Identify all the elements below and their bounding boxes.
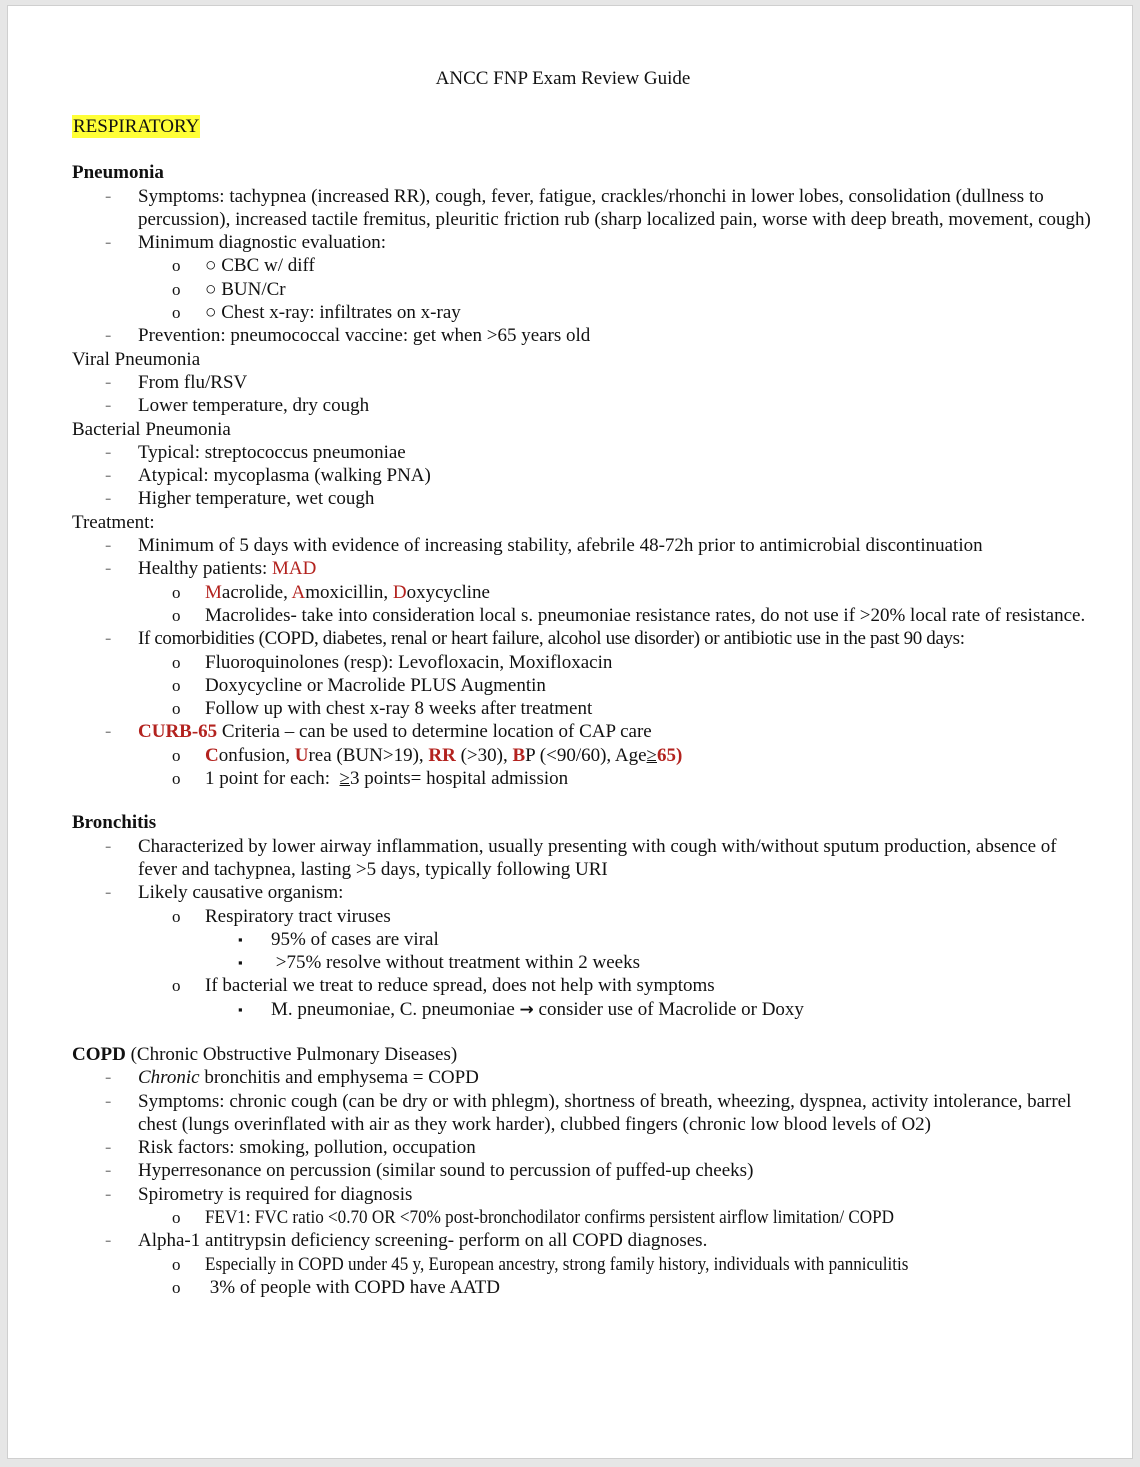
square-bullet-icon: ▪ [238, 931, 243, 947]
dash-bullet-icon: - [105, 1137, 112, 1159]
list-item: o Respiratory tract viruses [172, 905, 391, 927]
dash-bullet-icon: - [105, 1183, 112, 1205]
heading-viral-pneumonia: Viral Pneumonia [72, 348, 201, 370]
list-item: o Especially in COPD under 45 y, European ancestry, strong family history, individuals with panniculitis [172, 1253, 909, 1275]
mad-acronym: MAD [272, 558, 317, 580]
document-title: ANCC FNP Exam Review Guide [435, 68, 691, 89]
circle-bullet-icon: o [172, 1208, 181, 1228]
circle-bullet-icon: o [172, 906, 181, 926]
dash-bullet-icon: - [105, 371, 112, 393]
circle-bullet-icon: o [172, 1277, 181, 1297]
list-item: o Macrolides- take into consideration local s. pneumoniae resistance rates, do not use if >20% local rate of resistance. [172, 604, 1086, 626]
list-item: - Atypical: mycoplasma (walking PNA) [105, 465, 431, 487]
arrow-right-icon: → [519, 999, 534, 1020]
heading-copd: COPD (Chronic Obstructive Pulmonary Diseases) [72, 1043, 458, 1065]
list-item: o Macrolide, Amoxicillin, Doxycycline [172, 581, 490, 603]
heading-pneumonia: Pneumonia [72, 162, 164, 184]
circle-bullet-icon: o [172, 652, 181, 672]
dash-bullet-icon: - [105, 1067, 112, 1089]
list-item: o 1 point for each: ≥3 points= hospital admission [172, 768, 569, 790]
circle-bullet-icon: o [172, 582, 181, 602]
dash-bullet-icon: - [105, 1090, 112, 1112]
heading-bronchitis: Bronchitis [72, 812, 157, 834]
dash-bullet-icon: - [105, 325, 112, 347]
list-item: - Minimum of 5 days with evidence of increasing stability, afebrile 48-72h prior to antimicrobial discontinuation [105, 535, 983, 557]
dash-bullet-icon: - [105, 465, 112, 487]
list-item: - Minimum diagnostic evaluation: [105, 232, 387, 254]
list-item: - Likely causative organism: [105, 882, 344, 904]
curb65-label: CURB-65 [138, 721, 218, 743]
circle-bullet-icon: o [172, 303, 181, 323]
list-item: - Hyperresonance on percussion (similar sound to percussion of puffed-up cheeks) [105, 1160, 754, 1182]
dash-bullet-icon: - [105, 535, 112, 557]
dash-bullet-icon: - [105, 882, 112, 904]
document-content [72, 115, 1092, 1299]
dash-bullet-icon: - [105, 232, 112, 254]
circle-bullet-icon: o [172, 605, 181, 625]
dash-bullet-icon: - [105, 558, 112, 580]
list-item: - CURB-65 Criteria – can be used to determine location of CAP care [105, 721, 652, 743]
circle-bullet-icon: o [172, 256, 181, 276]
dash-bullet-icon: - [105, 488, 112, 510]
list-item: o 3% of people with COPD have AATD [172, 1276, 500, 1298]
list-item: - Risk factors: smoking, pollution, occupation [105, 1137, 476, 1159]
list-item: - Symptoms: tachypnea (increased RR), cough, fever, fatigue, crackles/rhonchi in lower lobes, consolidation (dullness to percussion), increased tactile fremitus, pleuritic friction rub (sharp localized pain, worse with deep breath, movement, cough) [105, 185, 1091, 230]
dash-bullet-icon: - [105, 395, 112, 417]
list-item: o ○ Chest x-ray: infiltrates on x-ray [172, 302, 461, 324]
list-item: - Alpha-1 antitrypsin deficiency screening- perform on all COPD diagnoses. [105, 1230, 708, 1252]
circle-bullet-icon: o [172, 675, 181, 695]
list-item: - Healthy patients: MAD [105, 558, 317, 580]
dash-bullet-icon: - [105, 185, 112, 207]
circle-bullet-icon: o [172, 769, 181, 789]
list-item: o FEV1: FVC ratio <0.70 OR <70% post-bronchodilator confirms persistent airflow limitation/ COPD [172, 1207, 894, 1229]
list-item: - Symptoms: chronic cough (can be dry or with phlegm), shortness of breath, wheezing, dyspnea, activity intolerance, barrel chest (lungs overinflated with air as they work harder), clubbed fingers (chronic low blood levels of O2) [105, 1090, 1072, 1135]
list-item: - From flu/RSV [105, 371, 248, 393]
list-item: ▪ >75% resolve without treatment within 2 weeks [238, 952, 640, 974]
list-item: - Chronic bronchitis and emphysema = COPD [105, 1067, 479, 1089]
list-item: o ○ CBC w/ diff [172, 255, 315, 277]
section-tag-respiratory: RESPIRATORY [73, 116, 200, 137]
list-item: o ○ BUN/Cr [172, 278, 286, 300]
list-item: - Spirometry is required for diagnosis [105, 1183, 413, 1205]
list-item: o Follow up with chest x-ray 8 weeks after treatment [172, 698, 593, 720]
square-bullet-icon: ▪ [238, 955, 243, 971]
list-item: o If bacterial we treat to reduce spread, does not help with symptoms [172, 975, 715, 997]
circle-bullet-icon: o [172, 699, 181, 719]
list-item: o Doxycycline or Macrolide PLUS Augmentin [172, 674, 546, 696]
dash-bullet-icon: - [105, 441, 112, 463]
circle-bullet-icon: o [172, 745, 181, 765]
dash-bullet-icon: - [105, 628, 112, 650]
square-bullet-icon: ▪ [238, 1001, 243, 1017]
dash-bullet-icon: - [105, 835, 112, 857]
heading-bacterial-pneumonia: Bacterial Pneumonia [72, 418, 231, 440]
list-item: ▪ M. pneumoniae, C. pneumoniae → consider use of Macrolide or Doxy [238, 998, 804, 1020]
circle-bullet-icon: o [172, 1254, 181, 1274]
list-item: o Confusion, Urea (BUN>19), RR (>30), BP (<90/60), Age≥65) [172, 744, 683, 766]
list-item: - Prevention: pneumococcal vaccine: get when >65 years old [105, 325, 591, 347]
list-item: - Higher temperature, wet cough [105, 488, 375, 510]
list-item: - Typical: streptococcus pneumoniae [105, 441, 406, 463]
heading-treatment: Treatment: [72, 511, 155, 533]
list-item: - If comorbidities (COPD, diabetes, renal or heart failure, alcohol use disorder) or antibiotic use in the past 90 days: [105, 628, 965, 650]
list-item: - Characterized by lower airway inflammation, usually presenting with cough with/without sputum production, absence of fever and tachypnea, lasting >5 days, typically following URI [105, 835, 1057, 880]
dash-bullet-icon: - [105, 721, 112, 743]
list-item: ▪ 95% of cases are viral [238, 928, 439, 950]
circle-bullet-icon: o [172, 279, 181, 299]
list-item: o Fluoroquinolones (resp): Levofloxacin, Moxifloxacin [172, 651, 613, 673]
dash-bullet-icon: - [105, 1160, 112, 1182]
dash-bullet-icon: - [105, 1230, 112, 1252]
circle-bullet-icon: o [172, 976, 181, 996]
list-item: - Lower temperature, dry cough [105, 395, 370, 417]
